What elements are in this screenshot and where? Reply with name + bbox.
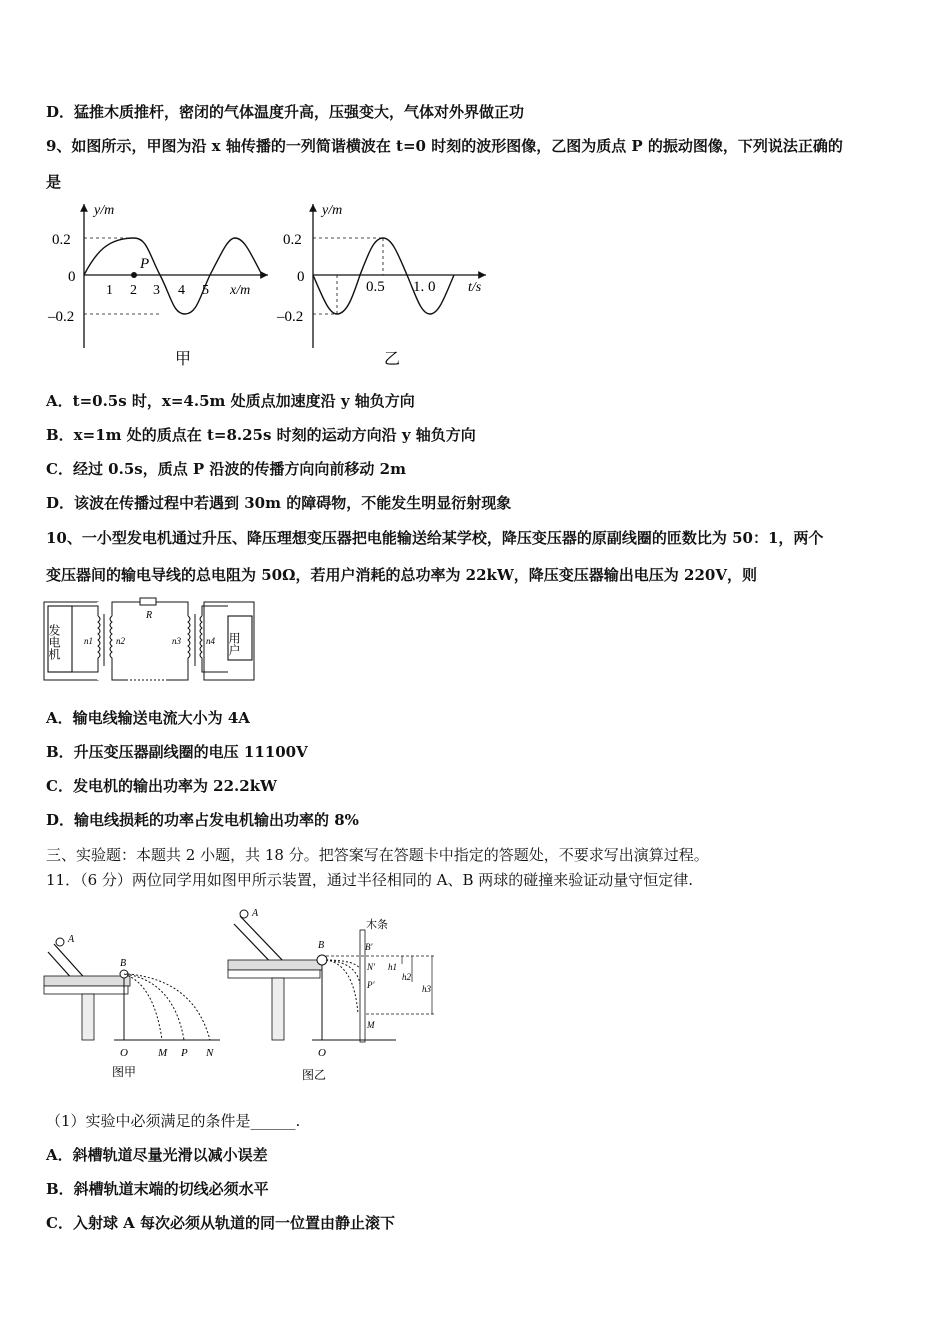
wave-caption: 甲	[175, 351, 192, 368]
ball-b-label: B	[318, 940, 325, 951]
q9-option-b: B．x=1m 处的质点在 t=8.25s 时刻的运动方向沿 y 轴负方向	[46, 426, 476, 444]
wall-label: M	[367, 1020, 375, 1030]
vib-y-tick: –0.2	[277, 309, 304, 325]
q9-option-c: C．经过 0.5s，质点 P 沿波的传播方向向前移动 2m	[46, 460, 406, 478]
h2-label: h2	[402, 972, 411, 982]
q9-stem: 9、如图所示，甲图为沿 x 轴传播的一列简谐横波在 t=0 时刻的波形图像，乙图为质点 P 的振动图像，下列说法正确的	[46, 137, 843, 155]
vib-y-tick: 0.2	[283, 232, 302, 248]
collision-setup-jia	[44, 924, 224, 1086]
wave-x-tick: 3	[153, 283, 160, 298]
wave-x-label: x/m	[230, 283, 251, 298]
ball-b-label: B	[120, 958, 127, 969]
wave-x-tick: 1	[106, 283, 113, 298]
q10-stem: 10、一小型发电机通过升压、降压理想变压器把电能输送给某学校，降压变压器的原副线圈的匝数比为 50：1，两个	[46, 529, 824, 547]
ground-label: P	[181, 1047, 188, 1059]
n4-label: n4	[206, 636, 215, 646]
vib-x-label: t/s	[468, 280, 482, 295]
q10-stem-cont: 变压器间的输电导线的总电阻为 50Ω，若用户消耗的总功率为 22kW，降压变压器输出电压为 220V，则	[46, 566, 757, 584]
wall-label: B'	[365, 942, 373, 952]
section-3-heading: 三、实验题：本题共 2 小题，共 18 分。把答案写在答题卡中指定的答题处，不要求写出演算过程。	[46, 846, 709, 864]
wave-graph-jia	[50, 198, 280, 370]
wave-y-tick: –0.2	[48, 309, 75, 325]
wave-point-label: P	[140, 256, 150, 272]
wave-x-tick: 4	[178, 283, 185, 298]
q10-option-c: C．发电机的输出功率为 22.2kW	[46, 777, 277, 795]
vibration-graph-yi	[277, 198, 500, 370]
ball-a-label: A	[68, 934, 75, 945]
vib-y-tick: 0	[297, 269, 305, 285]
ball-a-label: A	[252, 908, 259, 919]
q11-stem: 11．（6 分）两位同学用如图甲所示装置，通过半径相同的 A、B 两球的碰撞来验证动量守恒定律.	[46, 871, 694, 889]
caption-yi: 图乙	[302, 1068, 327, 1082]
q11-option-c: C．入射球 A 每次必须从轨道的同一位置由静止滚下	[46, 1214, 396, 1232]
n3-label: n3	[172, 636, 181, 646]
ground-label: M	[158, 1047, 168, 1059]
wall-label: N'	[367, 962, 375, 972]
q8-option-d: D．猛推木质推杆，密闭的气体温度升高，压强变大，气体对外界做正功	[46, 103, 525, 121]
vib-x-tick: 1. 0	[413, 279, 436, 295]
h3-label: h3	[422, 984, 431, 994]
wave-y-tick: 0.2	[52, 232, 71, 248]
h1-label: h1	[388, 962, 397, 972]
collision-setup-yi	[226, 904, 442, 1086]
resistor-label: R	[146, 610, 153, 621]
vib-caption: 乙	[384, 351, 401, 368]
wave-y-tick: 0	[68, 269, 76, 285]
caption-jia: 图甲	[112, 1065, 137, 1079]
vib-x-tick: 0.5	[366, 279, 385, 295]
wave-x-tick: 2	[130, 283, 137, 298]
o-label: O	[318, 1047, 326, 1059]
wave-y-label: y/m	[94, 203, 115, 218]
q11-part-1: （1）实验中必须满足的条件是______.	[46, 1112, 301, 1130]
generator-label: 发电机	[47, 624, 61, 660]
q9-option-d: D．该波在传播过程中若遇到 30m 的障碍物，不能发生明显衍射现象	[46, 494, 512, 512]
q11-option-b: B．斜槽轨道末端的切线必须水平	[46, 1180, 269, 1198]
vib-y-label: y/m	[322, 203, 343, 218]
wall-label: P'	[367, 980, 375, 990]
wood-label: 木条	[366, 919, 388, 931]
n2-label: n2	[116, 636, 125, 646]
transformer-circuit	[44, 596, 256, 690]
q10-option-d: D．输电线损耗的功率占发电机输出功率的 8%	[46, 811, 359, 829]
wave-point-p	[131, 272, 137, 278]
q10-option-b: B．升压变压器副线圈的电压 11100V	[46, 743, 308, 761]
wave-x-tick: 5	[202, 283, 209, 298]
ground-label: N	[206, 1047, 214, 1059]
q9-option-a: A．t=0.5s 时，x=4.5m 处质点加速度沿 y 轴负方向	[46, 392, 415, 410]
q10-option-a: A．输电线输送电流大小为 4A	[46, 709, 250, 727]
q9-stem-cont: 是	[46, 173, 62, 191]
ground-label: O	[120, 1047, 128, 1059]
user-label: 用户	[227, 632, 241, 656]
q11-option-a: A．斜槽轨道尽量光滑以减小误差	[46, 1146, 268, 1164]
n1-label: n1	[84, 636, 93, 646]
